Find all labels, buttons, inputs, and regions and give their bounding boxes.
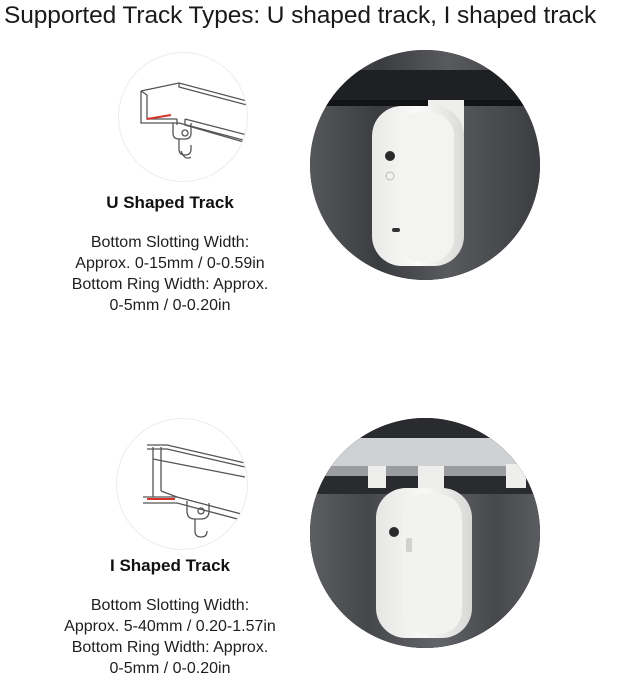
i-track-heading: I Shaped Track [110, 556, 230, 575]
u-track-line: Bottom Slotting Width: [90, 234, 250, 251]
u-track-line: Bottom Ring Width: Approx. [71, 276, 269, 293]
i-track-diagram [116, 418, 248, 550]
u-track-drawing-icon [119, 53, 247, 181]
page-title: Supported Track Types: U shaped track, I shaped track [4, 2, 597, 29]
u-track-heading: U Shaped Track [106, 193, 234, 212]
i-track-line: 0-5mm / 0-0.20in [109, 660, 231, 677]
u-track-diagram [118, 52, 248, 182]
i-track-line: Bottom Slotting Width: [90, 597, 250, 614]
i-track-line: Bottom Ring Width: Approx. [71, 639, 269, 656]
i-track-description [20, 595, 320, 679]
i-track-drawing-icon [117, 419, 247, 549]
u-track-line: Approx. 0-15mm / 0-0.59in [75, 255, 265, 272]
i-track-line: Approx. 5-40mm / 0.20-1.57in [64, 618, 276, 635]
u-track-line: 0-5mm / 0-0.20in [109, 297, 231, 314]
u-track-description [20, 232, 320, 316]
i-track-product-photo [310, 418, 540, 648]
u-track-product-photo [310, 50, 540, 280]
